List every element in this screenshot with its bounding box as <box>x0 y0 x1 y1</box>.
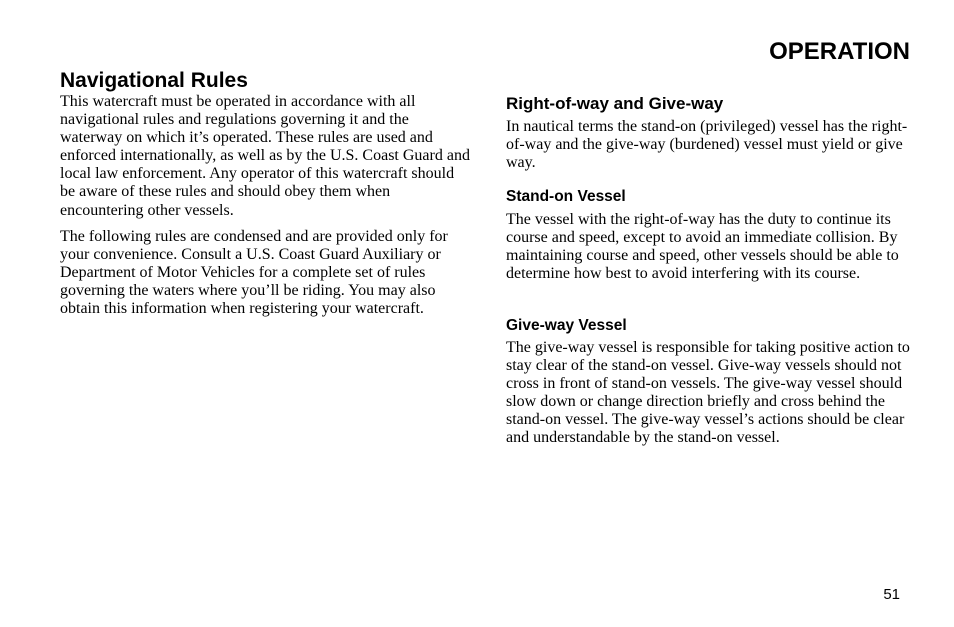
give-way-vessel-heading: Give-way Vessel <box>506 317 627 334</box>
navigational-rules-heading: Navigational Rules <box>60 69 248 92</box>
page-number: 51 <box>883 586 900 603</box>
stand-on-vessel-heading: Stand-on Vessel <box>506 188 626 205</box>
stand-on-vessel-text: The vessel with the right-of-way has the duty to continue its course and speed, except to avoid an immediate collision. By maintaining course and speed, other vessels should be able to determine how best to avoid interfering with its course. <box>506 211 899 283</box>
give-way-vessel-text: The give-way vessel is responsible for taking positive action to stay clear of the stand-on vessel. Give-way vessels should not cross in front of stand-on vessels. The give-way vessel should slow down or change direction briefly and cross behind the stand-on vessel. The give-way vessel’s actions should be clear and understandable by the stand-on vessel. <box>506 339 910 447</box>
navigational-rules-paragraph-1: This watercraft must be operated in accordance with all navigational rules and regulations governing it and the waterway on which it’s operated. These rules are used and enforced internationally, as well as by the U.S. Coast Guard and local law enforcement. Any operator of this watercraft should be aware of these rules and should obey them when encountering other vessels. <box>60 93 470 219</box>
navigational-rules-paragraph-2: The following rules are condensed and are provided only for your convenience. Consult a U.S. Coast Guard Auxiliary or Department of Motor Vehicles for a complete set of rules governing the waters where you’ll be riding. You may also obtain this information when registering your watercraft. <box>60 228 448 318</box>
section-title: OPERATION <box>769 38 910 65</box>
right-of-way-heading: Right-of-way and Give-way <box>506 94 724 113</box>
right-of-way-intro: In nautical terms the stand-on (privileged) vessel has the right-of-way and the give-way (burdened) vessel must yield or give way. <box>506 118 908 172</box>
